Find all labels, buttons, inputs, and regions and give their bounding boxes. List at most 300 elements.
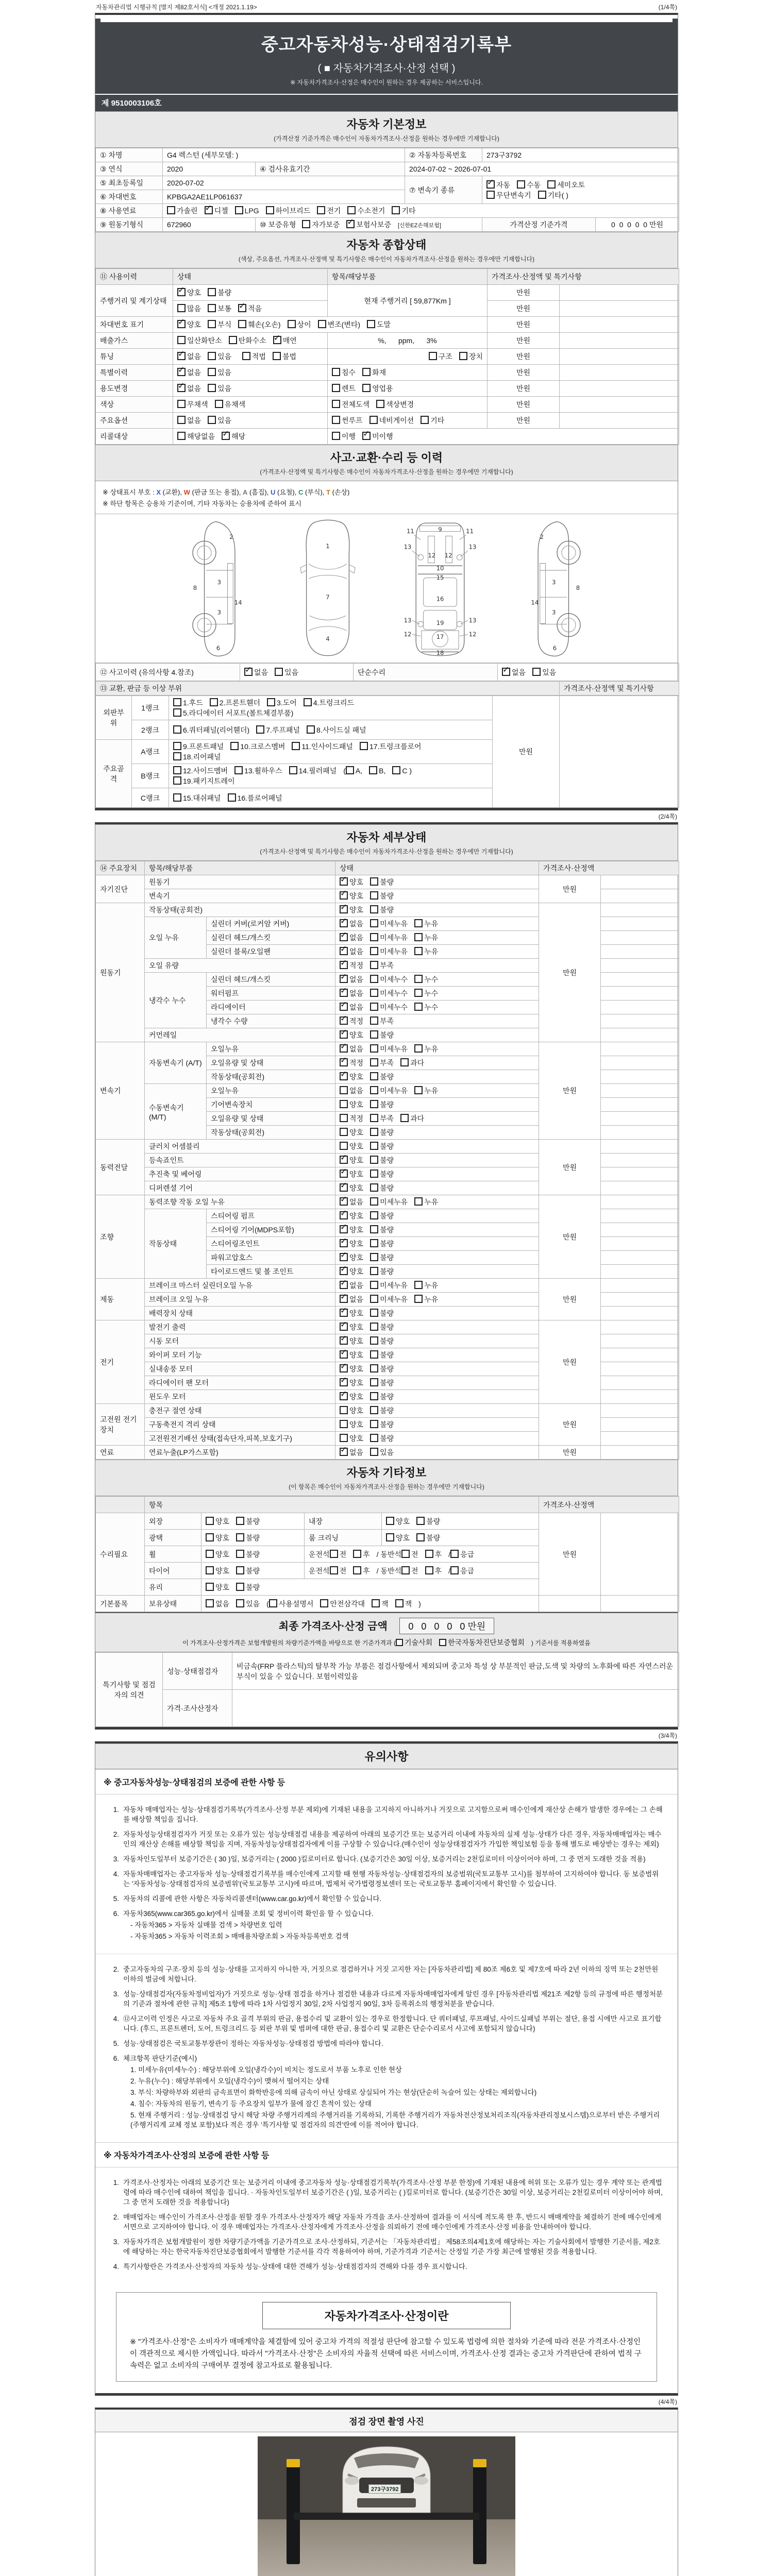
table-cell: 수동변속기 (M/T) bbox=[145, 1084, 207, 1140]
table-cell: 특별이력 bbox=[96, 365, 173, 381]
checkbox-option bbox=[206, 1566, 229, 1576]
symbol-label: (요철), bbox=[275, 488, 298, 496]
text: / 동반석 bbox=[376, 1566, 401, 1575]
option-label: 없음 bbox=[349, 989, 364, 997]
table-cell bbox=[335, 1334, 539, 1348]
table-cell bbox=[328, 429, 679, 445]
table-cell: 튜닝 bbox=[96, 349, 173, 365]
option-label: 없음 bbox=[187, 384, 201, 393]
table-cell bbox=[335, 1446, 539, 1460]
checkbox-option bbox=[304, 698, 354, 708]
checkbox-option bbox=[177, 383, 201, 394]
table-cell bbox=[382, 1530, 539, 1546]
table-cell bbox=[335, 973, 539, 987]
table-cell bbox=[539, 1596, 601, 1612]
option-label: 불량 bbox=[380, 1031, 394, 1039]
option-label: 기술사회 bbox=[405, 1638, 433, 1647]
option-label: 17.트렁크플로어 bbox=[369, 742, 422, 751]
checkbox-checked-icon bbox=[340, 1378, 348, 1386]
checkbox-unchecked-icon bbox=[206, 1533, 214, 1541]
checkbox-checked-icon bbox=[340, 1211, 348, 1219]
checkbox-option bbox=[208, 367, 231, 378]
table-cell: 냉각수 수량 bbox=[207, 1014, 335, 1028]
checkbox-checked-icon bbox=[340, 1225, 348, 1233]
checkbox-unchecked-icon bbox=[208, 368, 216, 376]
option-label: 하이브리드 bbox=[275, 207, 311, 215]
page-marker-1: (1/4쪽) bbox=[658, 4, 677, 11]
checkbox-unchecked-icon bbox=[320, 1599, 328, 1607]
option-label: 불량 bbox=[246, 1566, 260, 1575]
checkbox-checked-icon bbox=[340, 1323, 348, 1331]
state-symbol-legend: ※ 상태표시 부호 : X (교환), W (판금 또는 용접), A (흠집), U (요철), C (부식), T (손상) bbox=[103, 488, 350, 496]
symbol-code: U bbox=[270, 488, 276, 496]
checkbox-option bbox=[340, 1155, 363, 1165]
checkbox-checked-icon bbox=[340, 1183, 348, 1192]
option-label: 불량 bbox=[217, 289, 232, 297]
checkbox-option bbox=[340, 905, 363, 915]
text: 운전석 bbox=[309, 1550, 330, 1558]
table-cell: 냉각수 누수 bbox=[145, 973, 207, 1028]
option-label: 양호 bbox=[349, 1309, 364, 1317]
table-cell bbox=[335, 1432, 539, 1446]
checkbox-checked-icon bbox=[340, 1392, 348, 1400]
table-cell: 룸 크리닝 bbox=[305, 1530, 382, 1546]
checkbox-option bbox=[421, 415, 444, 426]
table-cell: 실린더 헤드/개스킷 bbox=[207, 931, 335, 945]
checkbox-option bbox=[414, 1086, 438, 1096]
checkbox-option bbox=[242, 351, 266, 362]
table-cell bbox=[335, 1348, 539, 1362]
option-label: A, bbox=[355, 767, 363, 775]
checkbox-unchecked-icon bbox=[340, 1114, 348, 1122]
option-label: 2.프론트휀더 bbox=[219, 699, 261, 707]
option-label: 부족 bbox=[380, 1017, 394, 1025]
checkbox-option bbox=[370, 891, 394, 901]
table-cell: 만원 bbox=[488, 365, 560, 381]
table-cell: ⑤ 최초등록일 bbox=[96, 176, 163, 190]
notice-item: 3. 자동차인도일부터 보증기간은 ( 30 )일, 보증거리는 ( 2000 )킬로미터로 합니다. (보증기간은 30일 이상, 보증거리는 2천킬로미터 이상이어야 하며, 그 중 먼저 도래한 것을 적용) bbox=[113, 1855, 646, 1863]
diagram-part-number: 2 bbox=[540, 533, 544, 540]
table-cell: 주행거리 및 계기상태 bbox=[96, 285, 173, 317]
table-cell: 기어변속장치 bbox=[207, 1098, 335, 1112]
checkbox-option bbox=[340, 1308, 363, 1318]
table-cell bbox=[335, 959, 539, 973]
checkbox-unchecked-icon bbox=[414, 1003, 423, 1011]
option-label: 기타 bbox=[430, 416, 445, 425]
option-label: 있음 bbox=[217, 352, 232, 361]
option-label: 누유 bbox=[424, 1295, 439, 1303]
table-cell: 자기진단 bbox=[96, 875, 145, 903]
option-label: 없음 bbox=[349, 1281, 364, 1290]
table-cell bbox=[601, 1596, 679, 1612]
checkbox-option bbox=[340, 1141, 363, 1151]
checkbox-option bbox=[340, 933, 363, 943]
checkbox-unchecked-icon bbox=[208, 416, 216, 424]
table-cell bbox=[335, 1014, 539, 1028]
checkbox-unchecked-icon bbox=[173, 742, 181, 750]
table-cell: 타이로드엔드 및 볼 조인트 bbox=[207, 1265, 335, 1279]
checkbox-option bbox=[370, 946, 408, 957]
checkbox-option bbox=[236, 1516, 260, 1527]
checkbox-unchecked-icon bbox=[332, 368, 340, 376]
checkbox-unchecked-icon bbox=[370, 1003, 378, 1011]
checkbox-option bbox=[340, 1211, 363, 1221]
checkbox-option bbox=[340, 1447, 363, 1458]
checkbox-unchecked-icon bbox=[206, 1550, 214, 1558]
option-label: 미세누수 bbox=[380, 989, 408, 997]
checkbox-unchecked-icon bbox=[370, 1170, 378, 1178]
table-cell bbox=[335, 1167, 539, 1181]
table-cell bbox=[96, 1497, 145, 1513]
checkbox-option bbox=[340, 1169, 363, 1179]
table-cell: 커먼레일 bbox=[145, 1028, 335, 1042]
option-label: 없음 bbox=[187, 416, 201, 425]
checkbox-option bbox=[370, 1183, 394, 1193]
checkbox-unchecked-icon bbox=[206, 1517, 214, 1525]
option-label: 1.후드 bbox=[183, 699, 203, 707]
checkbox-option bbox=[340, 1002, 363, 1012]
table-cell bbox=[328, 381, 488, 397]
option-label: 없음 bbox=[187, 368, 201, 377]
table-cell: 항목/해당부품 bbox=[328, 269, 488, 285]
table-cell bbox=[335, 1001, 539, 1014]
checkbox-checked-icon bbox=[244, 668, 253, 676]
table-cell bbox=[601, 1140, 679, 1154]
checkbox-option bbox=[414, 988, 438, 998]
section-subtitle: (색상, 주요옵션, 가격조사·산정액 및 특기사항은 매수인이 자동차가격조사·산정을 원하는 경우에만 기재합니다) bbox=[238, 256, 535, 263]
option-label: 많음 bbox=[187, 304, 201, 313]
checkbox-option bbox=[340, 1239, 363, 1249]
checkbox-unchecked-icon bbox=[330, 1550, 338, 1558]
checkbox-unchecked-icon bbox=[177, 336, 186, 344]
checkbox-checked-icon bbox=[340, 1197, 348, 1206]
checkbox-unchecked-icon bbox=[370, 877, 378, 886]
checkbox-unchecked-icon bbox=[370, 1406, 378, 1414]
option-label: 불량 bbox=[380, 1226, 394, 1234]
table-cell bbox=[560, 696, 679, 808]
final-price-label: 최종 가격조사·산정 금액 bbox=[278, 1621, 388, 1632]
accident-notes bbox=[95, 481, 678, 514]
notice-list-b bbox=[95, 1954, 678, 2142]
checkbox-unchecked-icon bbox=[340, 1128, 348, 1136]
table-cell bbox=[601, 1513, 679, 1596]
table-cell bbox=[335, 1293, 539, 1307]
table-cell bbox=[601, 1251, 679, 1265]
checkbox-option bbox=[317, 206, 341, 216]
table-cell: 원동기 bbox=[96, 903, 145, 1042]
symbol-code: X bbox=[156, 488, 161, 496]
basic-info-table bbox=[95, 148, 678, 232]
option-label: 불량 bbox=[380, 1073, 394, 1081]
checkbox-unchecked-icon bbox=[414, 947, 423, 955]
table-cell: ⑭ 주요장치 bbox=[96, 861, 145, 875]
checkbox-option bbox=[340, 1419, 363, 1430]
table-cell: 스티어링 펌프 bbox=[207, 1209, 335, 1223]
checkbox-option bbox=[370, 905, 394, 915]
option-label: 없음 bbox=[349, 1087, 364, 1095]
checkbox-unchecked-icon bbox=[414, 1044, 423, 1053]
checkbox-unchecked-icon bbox=[173, 708, 181, 717]
checkbox-unchecked-icon bbox=[242, 352, 250, 360]
table-cell bbox=[335, 903, 539, 917]
checkbox-unchecked-icon bbox=[362, 368, 371, 376]
option-label: 양호 bbox=[215, 1550, 230, 1558]
checkbox-option bbox=[340, 1280, 363, 1291]
option-label: 양호 bbox=[349, 1267, 364, 1276]
table-cell bbox=[560, 413, 679, 429]
checkbox-option bbox=[340, 1086, 363, 1096]
diagram-part-number: 13 bbox=[404, 543, 412, 551]
checkbox-unchecked-icon bbox=[360, 742, 368, 750]
option-label: 불량 bbox=[380, 1309, 394, 1317]
table-cell bbox=[482, 176, 679, 204]
table-cell bbox=[335, 931, 539, 945]
table-cell: 라디에이터 bbox=[207, 1001, 335, 1014]
checkbox-option bbox=[486, 190, 531, 200]
table-cell bbox=[173, 349, 328, 365]
option-label: 없음 bbox=[254, 668, 268, 676]
table-cell bbox=[601, 1432, 679, 1446]
checkbox-unchecked-icon bbox=[459, 352, 467, 360]
diagram-part-number: 3 bbox=[551, 579, 556, 586]
checkbox-unchecked-icon bbox=[425, 1550, 433, 1558]
table-cell: 라디에이터 팬 모터 bbox=[145, 1376, 335, 1390]
checkbox-option bbox=[370, 919, 408, 929]
checkbox-option bbox=[340, 960, 363, 971]
option-label: 양호 bbox=[215, 1533, 230, 1542]
table-cell: 워터펌프 bbox=[207, 987, 335, 1001]
option-label: 없음 bbox=[349, 1045, 364, 1053]
exchange-header-row bbox=[95, 681, 679, 696]
page-marker-4: (4/4쪽) bbox=[658, 2398, 677, 2405]
option-label: 양호 bbox=[349, 906, 364, 914]
option-label: 없음 bbox=[187, 352, 201, 361]
checkbox-option bbox=[177, 351, 201, 362]
checkbox-checked-icon bbox=[340, 1295, 348, 1303]
table-cell bbox=[601, 1098, 679, 1112]
checkbox-checked-icon bbox=[340, 1058, 348, 1066]
accident-history-row bbox=[95, 663, 678, 681]
diagram-part-number: 8 bbox=[576, 584, 580, 591]
checkbox-checked-icon bbox=[340, 1336, 348, 1345]
option-label: 이행 bbox=[342, 432, 356, 440]
notice-subitem: 5. 현재 주행거리 : 성능·상태점검 당시 해당 차량 주행거리계의 주행거리를 기록하되, 기록한 주행거리가 자동차전산정보처리조직(자동차관리정보시스템)으로부터 받은 주행거리(주행거리계 교체 정보 포함)보다 적은 경우 '특기사항 및 점검자의 의견'란에 이를 적어야 합니다. bbox=[130, 2111, 660, 2129]
table-cell: 주요골격 bbox=[96, 740, 132, 808]
checkbox-option bbox=[173, 698, 203, 708]
table-cell: 보유상태 bbox=[145, 1596, 201, 1612]
checkbox-checked-icon bbox=[340, 1072, 348, 1080]
checkbox-option bbox=[236, 1566, 260, 1576]
table-cell bbox=[601, 1404, 679, 1418]
checkbox-option bbox=[532, 667, 556, 677]
checkbox-unchecked-icon bbox=[238, 320, 246, 328]
checkbox-unchecked-icon bbox=[307, 725, 315, 734]
checkbox-unchecked-icon bbox=[347, 206, 356, 214]
table-cell bbox=[601, 1112, 679, 1126]
checkbox-option bbox=[416, 1516, 440, 1527]
diagram-part-number: 16 bbox=[436, 595, 444, 603]
table-cell: 만원 bbox=[539, 1404, 601, 1446]
table-cell bbox=[256, 218, 482, 232]
notice-subitem: - 자동차365 > 자동차 이력조회 > 매매용차량조회 > 자동차등록번호 검색 bbox=[130, 1933, 349, 1940]
table-cell bbox=[335, 1265, 539, 1279]
option-label: 4.트렁크리드 bbox=[313, 699, 355, 707]
table-cell: 자동변속기 (A/T) bbox=[145, 1042, 207, 1084]
exchange-header-right: 가격조사·산정액 및 특기사항 bbox=[560, 682, 679, 696]
checkbox-unchecked-icon bbox=[173, 793, 181, 802]
diagram-part-number: 13 bbox=[468, 543, 477, 551]
checkbox-option bbox=[414, 1280, 438, 1291]
option-label: 미세누수 bbox=[380, 1003, 408, 1011]
checkbox-unchecked-icon bbox=[208, 384, 216, 392]
section-subtitle: (가격산정 기준가격은 매수인이 자동차가격조사·산정을 원하는 경우에만 기재합니다) bbox=[274, 135, 499, 142]
checkbox-option bbox=[340, 1183, 363, 1193]
checkbox-option bbox=[173, 776, 235, 786]
checkbox-option bbox=[236, 1599, 260, 1609]
option-label: 무단변속기 bbox=[496, 191, 531, 199]
notice-item: 5. 자동차의 리콜에 관한 사항은 자동차리콜센터(www.car.go.kr)에서 확인할 수 있습니다. bbox=[113, 1895, 382, 1903]
checkbox-option bbox=[362, 383, 393, 394]
checkbox-unchecked-icon bbox=[236, 1599, 244, 1607]
checkbox-option bbox=[370, 1058, 394, 1068]
section-subtitle: (이 항목은 매수인이 자동차가격조사·산정을 원하는 경우에만 기재합니다) bbox=[289, 1483, 484, 1490]
checkbox-option bbox=[177, 367, 201, 378]
checkbox-option bbox=[177, 399, 208, 410]
table-cell bbox=[601, 1181, 679, 1195]
option-label: 양호 bbox=[349, 1240, 364, 1248]
checkbox-option bbox=[208, 303, 231, 314]
table-cell: 와이퍼 모터 기능 bbox=[145, 1348, 335, 1362]
table-cell bbox=[601, 1279, 679, 1293]
checkbox-unchecked-icon bbox=[414, 989, 423, 997]
table-cell bbox=[601, 973, 679, 987]
checkbox-unchecked-icon bbox=[370, 961, 378, 969]
table-cell: KPBGA2AE1LP061637 bbox=[163, 190, 405, 204]
regulation-line: 자동차관리법 시행규칙 [별지 제82호서식] <개정 2021.1.19> bbox=[96, 4, 257, 11]
table-cell bbox=[601, 959, 679, 973]
checkbox-option bbox=[340, 1378, 363, 1388]
checkbox-unchecked-icon bbox=[396, 1639, 403, 1646]
table-cell bbox=[173, 413, 328, 429]
checkbox-option bbox=[340, 1350, 363, 1360]
option-label: 불량 bbox=[246, 1517, 260, 1526]
checkbox-unchecked-icon bbox=[173, 766, 181, 774]
checkbox-unchecked-icon bbox=[370, 1058, 378, 1066]
table-cell: B랭크 bbox=[132, 764, 169, 788]
checkbox-unchecked-icon bbox=[370, 891, 378, 900]
checkbox-option bbox=[340, 1197, 363, 1207]
checkbox-option bbox=[273, 335, 297, 346]
table-cell: ③ 연식 bbox=[96, 162, 163, 176]
table-cell bbox=[601, 1195, 679, 1209]
table-cell bbox=[335, 1098, 539, 1112]
checkbox-checked-icon bbox=[340, 919, 348, 927]
checkbox-option bbox=[206, 1516, 229, 1527]
table-cell: 만원 bbox=[539, 1140, 601, 1195]
checkbox-option bbox=[340, 1044, 363, 1054]
table-cell bbox=[335, 945, 539, 959]
car-side-right-view bbox=[514, 519, 591, 658]
table-cell bbox=[169, 696, 493, 720]
option-label: 불량 bbox=[246, 1583, 260, 1591]
checkbox-option bbox=[340, 1405, 363, 1416]
section-overall-state bbox=[95, 232, 678, 268]
about-box-title: 자동차가격조사·산정이란 bbox=[262, 2302, 511, 2329]
option-label: 불량 bbox=[380, 1240, 394, 1248]
option-label: 양호 bbox=[349, 1365, 364, 1373]
table-cell bbox=[173, 429, 328, 445]
checkbox-option bbox=[370, 1197, 408, 1207]
option-label: 있음 bbox=[217, 368, 232, 377]
option-label: 과다 bbox=[410, 1059, 425, 1067]
header-strip bbox=[100, 19, 673, 22]
table-cell bbox=[335, 1251, 539, 1265]
table-cell bbox=[335, 1376, 539, 1390]
option-label: 불량 bbox=[246, 1533, 260, 1542]
table-cell bbox=[601, 1167, 679, 1181]
checkbox-option bbox=[256, 725, 300, 735]
option-label: 전기 bbox=[327, 207, 341, 215]
table-cell bbox=[335, 1195, 539, 1209]
option-label: 기타 bbox=[401, 207, 416, 215]
checkbox-option bbox=[370, 1252, 394, 1263]
checkbox-unchecked-icon bbox=[369, 416, 378, 424]
checkbox-option bbox=[353, 1549, 370, 1560]
checkbox-option bbox=[401, 1566, 418, 1576]
text: ) 기준서를 적용하였음 bbox=[531, 1639, 591, 1647]
checkbox-option bbox=[340, 1099, 363, 1110]
checkbox-option bbox=[370, 1419, 394, 1430]
option-label: 훼손(오손) bbox=[248, 320, 281, 329]
checkbox-unchecked-icon bbox=[370, 905, 378, 913]
table-cell bbox=[169, 764, 493, 788]
checkbox-unchecked-icon bbox=[236, 1583, 244, 1591]
checkbox-unchecked-icon bbox=[370, 1072, 378, 1080]
option-label: 사용설명서 bbox=[278, 1599, 314, 1608]
checkbox-unchecked-icon bbox=[392, 206, 400, 214]
table-cell bbox=[305, 1563, 539, 1579]
option-label: 누유 bbox=[424, 1198, 439, 1206]
table-cell bbox=[201, 1596, 539, 1612]
table-cell: 리콜대상 bbox=[96, 429, 173, 445]
checkbox-unchecked-icon bbox=[416, 1533, 425, 1541]
table-cell: 만원 bbox=[488, 333, 560, 349]
checkbox-checked-icon bbox=[340, 1044, 348, 1053]
table-cell: 작동상태(공회전) bbox=[207, 1070, 335, 1084]
checkbox-checked-icon bbox=[340, 1156, 348, 1164]
checkbox-option bbox=[370, 960, 394, 971]
option-label: 매연 bbox=[282, 336, 297, 345]
option-label: 미세누수 bbox=[380, 975, 408, 984]
table-cell: 가격산정 기준가격 bbox=[482, 218, 596, 232]
option-label: 불법 bbox=[282, 352, 297, 361]
checkbox-unchecked-icon bbox=[173, 698, 181, 706]
table-cell: 타이어 bbox=[145, 1563, 201, 1579]
symbol-code: A bbox=[242, 488, 248, 496]
notice-subitem: 2. 누유(누수) : 해당부위에서 오일(냉각수)이 맺혀서 떨어지는 상태 bbox=[130, 2077, 329, 2085]
table-cell: 만원 bbox=[488, 381, 560, 397]
table-cell: 동력조향 작동 오일 누유 bbox=[145, 1195, 335, 1209]
diagram-part-number: 10 bbox=[436, 565, 444, 572]
checkbox-unchecked-icon bbox=[206, 1599, 214, 1607]
checkbox-checked-icon bbox=[340, 947, 348, 955]
text: / 동반석 bbox=[376, 1550, 401, 1558]
diagram-part-number: 3 bbox=[551, 608, 556, 616]
option-label: 부족 bbox=[380, 1059, 394, 1067]
option-label: 세미오토 bbox=[557, 180, 585, 189]
checkbox-unchecked-icon bbox=[173, 725, 181, 734]
checkbox-unchecked-icon bbox=[370, 1281, 378, 1289]
